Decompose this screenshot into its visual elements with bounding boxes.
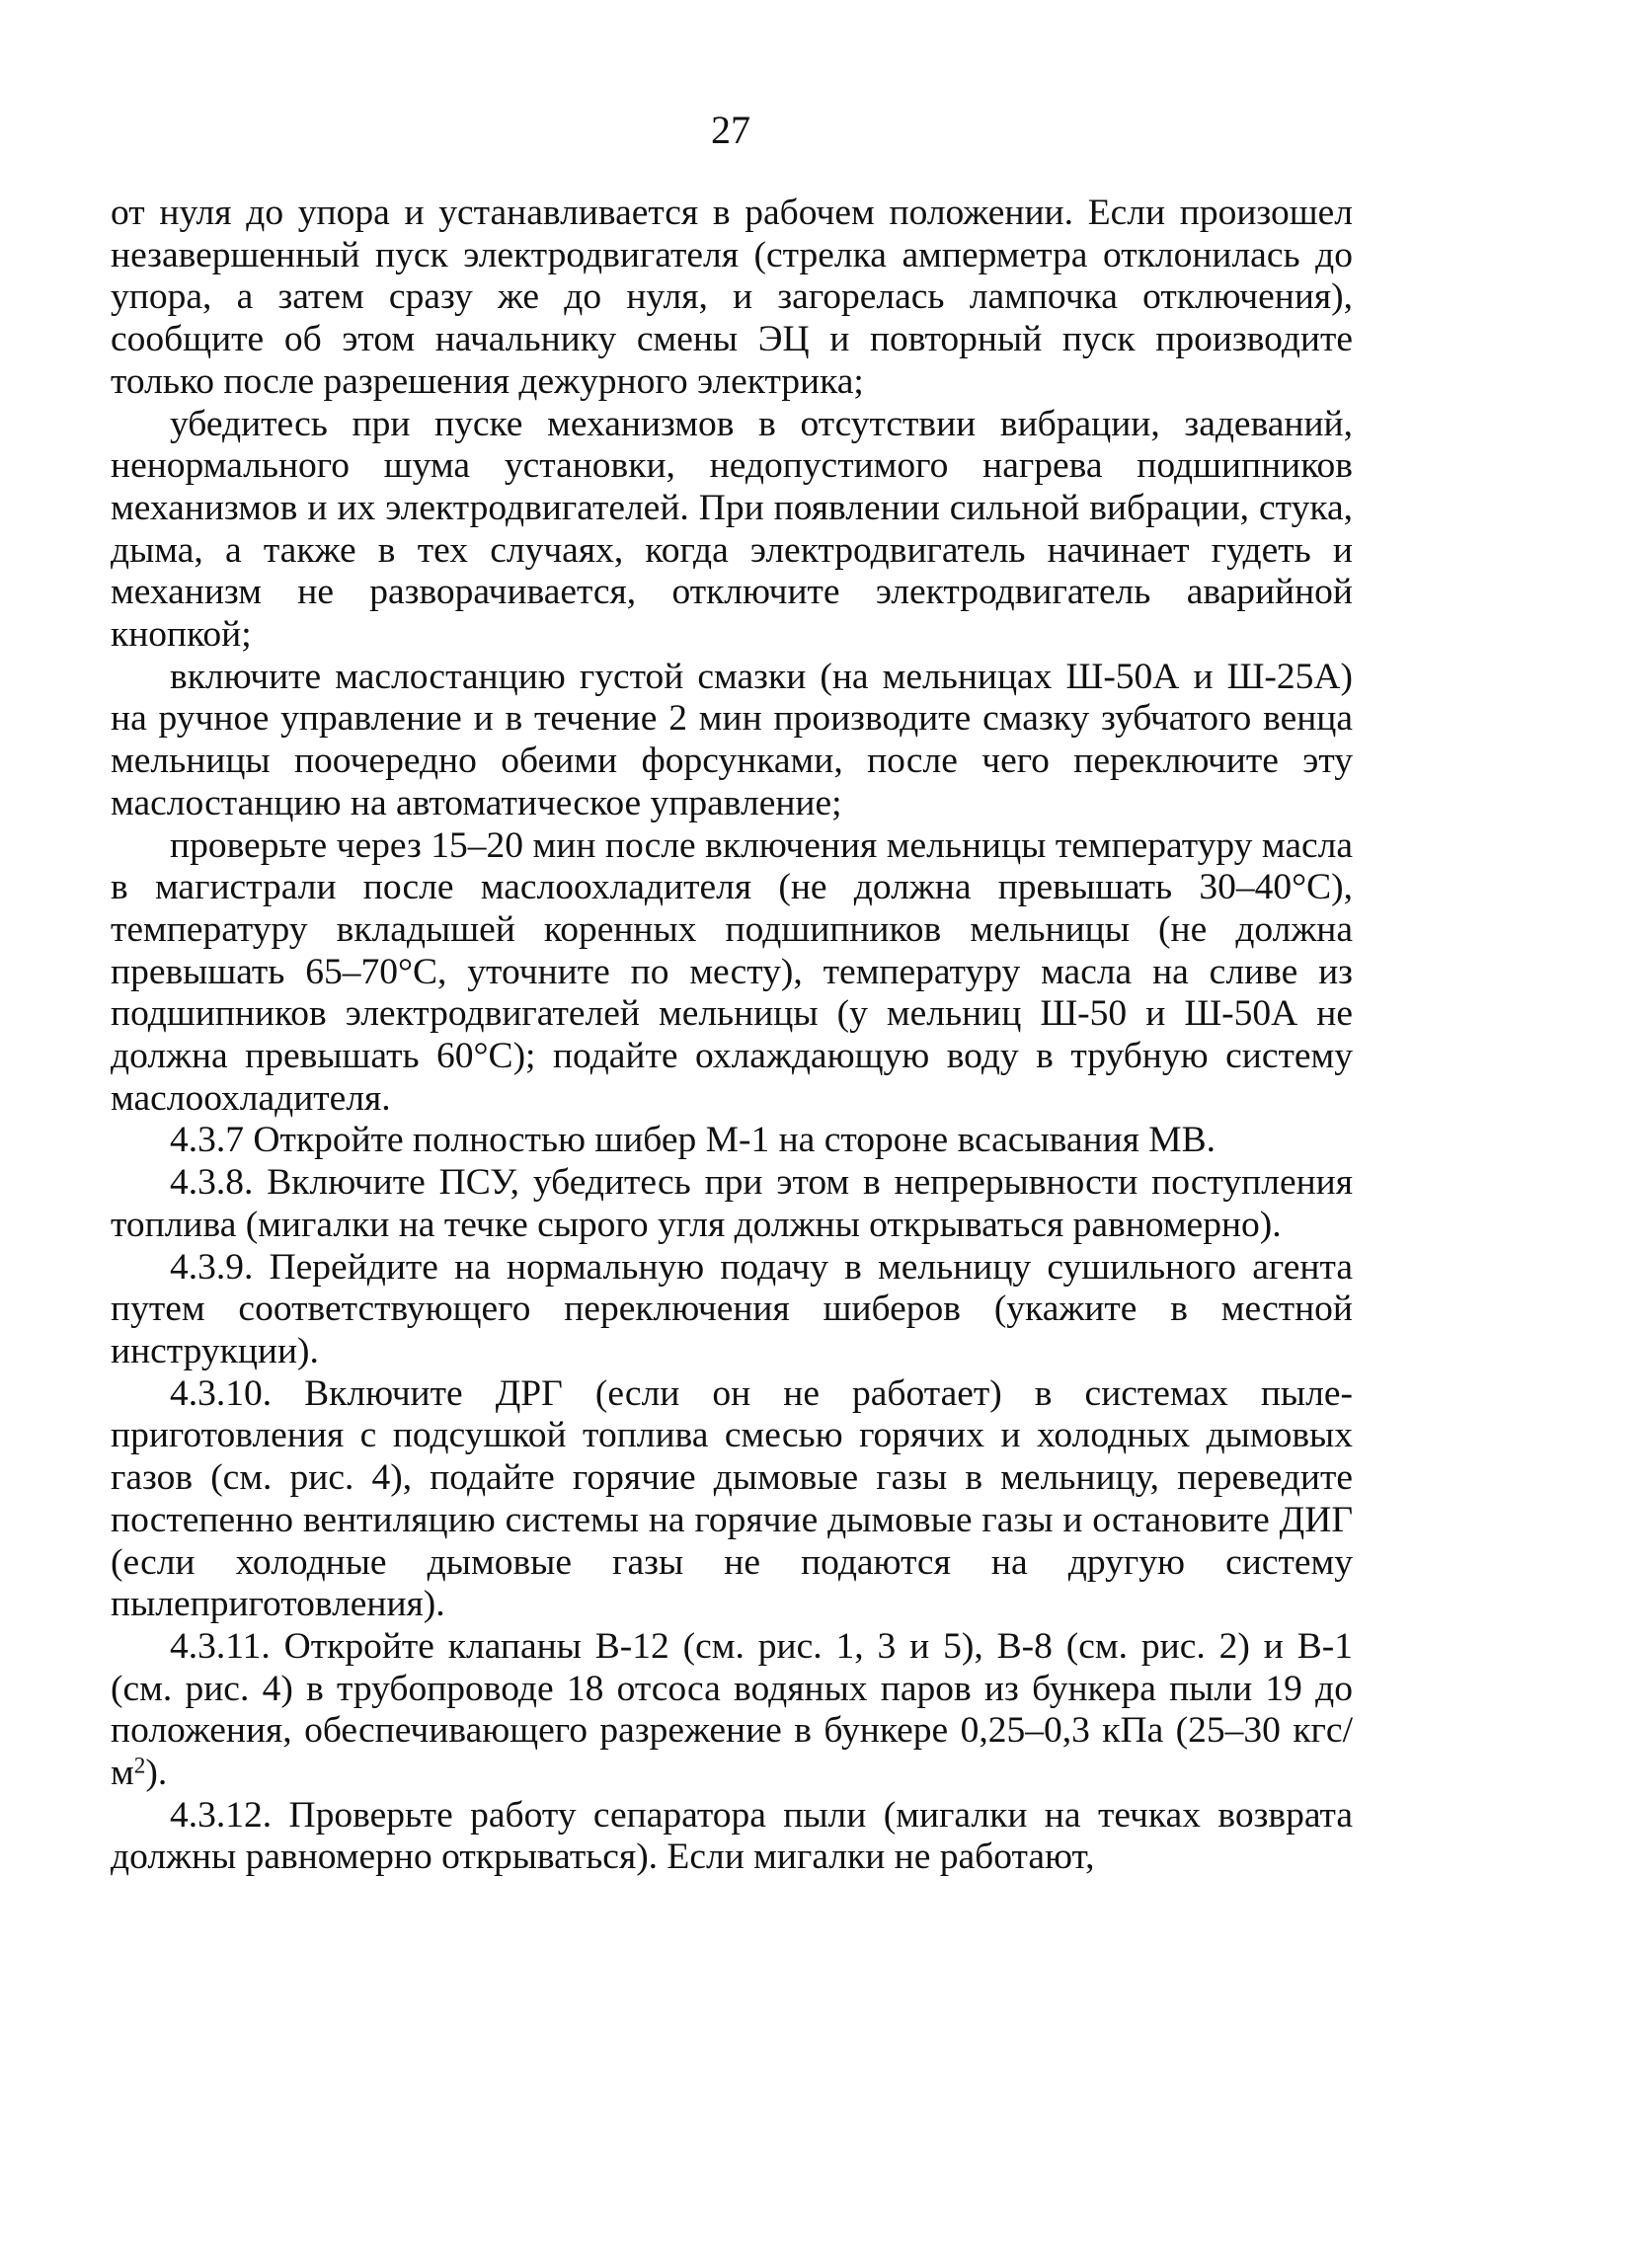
paragraph-4-3-11 — [111, 1626, 1353, 1795]
paragraph-4-3-11-end: ). — [145, 1753, 168, 1794]
paragraph-4-3-7: 4.3.7 Откройте полностью шибер М-1 на стороне всасывания МВ. — [170, 1120, 1216, 1161]
page-number: 27 — [711, 108, 750, 152]
paragraph-grease-station: включите маслостанцию густой смазки (на мельницах Ш-50А и Ш-25А) на ручное управление и в течение 2 мин производите смазку зубчатого венца мельницы поочередно обеими форсунками, после чего переключите эту маслостанцию на автоматическое управление; — [111, 656, 1353, 823]
paragraph-temperature-check: проверьте через 15–20 мин после включения мельницы температуру масла в магистрали после маслоохладителя (не должна превышать 30–40°С), температуру вкладышей коренных подшипников мельницы (не должна превышать 65–70°С, уточните по месту), температуру масла на сливе из подшипников электродвигателей мельницы (у мельниц Ш-50 и Ш-50А не должна превышать 60°С); подайте охлаждающую воду в трубную систему маслоохладителя. — [111, 824, 1353, 1119]
body-text — [111, 193, 1353, 1879]
paragraph-4-3-12: 4.3.12. Проверьте работу сепаратора пыли (мигалки на течках возврата должны равномерно открываться). Если мигалки не работают, — [111, 1794, 1353, 1878]
paragraph-4-3-8: 4.3.8. Включите ПСУ, убедитесь при этом в непрерывности поступления топлива (мигалки на течке сырого угля должны открываться равномерно). — [111, 1162, 1353, 1245]
paragraph-4-3-11-text: 4.3.11. Откройте клапаны В-12 (см. рис. 1, 3 и 5), В-8 (см. рис. 2) и В-1 (см. рис. 4) в трубопроводе 18 отсоса водяных паров из бункера пыли 19 до положения, обеспечивающего разрежение в бункере 0,25–0,3 кПа (25–30 кгс/м — [111, 1625, 1353, 1794]
paragraph-4-3-9: 4.3.9. Перейдите на нормальную подачу в мельницу сушильного агента путем соответствующего переключения шиберов (укажите в местной инструкции). — [111, 1246, 1353, 1371]
superscript-squared: 2 — [133, 1753, 146, 1779]
paragraph-vibration-check: убедитесь при пуске механизмов в отсутствии вибрации, задеваний, ненормального шума установки, недопустимого нагрева подшипников механизмов и их электродвигателей. При появлении сильной вибрации, стука, дыма, а также в тех случаях, когда электродвигатель начинает гудеть и механизм не разворачивается, отключите электродвигатель аварийной кнопкой; — [111, 403, 1353, 656]
paragraph-4-3-10: 4.3.10. Включите ДРГ (если он не работает) в системах пылеприготовления с подсушкой топлива смесью горячих и холодных дымовых газов (см. рис. 4), подайте горячие дымовые газы в мельницу, переведите постепенно вентиляцию системы на горячие дымовые газы и остановите ДИГ (если холодные дымовые газы не подаются на другую систему пылеприготовления). — [111, 1372, 1353, 1625]
paragraph-continued: от нуля до упора и устанавливается в рабочем положении. Если произошел незавершенный пуск электродвигателя (стрелка амперметра отклонилась до упора, а затем сразу же до нуля, и загорелась лампочка отключения), сообщите об этом начальнику смены ЭЦ и повторный пуск производите только после разрешения дежурного электрика; — [111, 193, 1353, 402]
